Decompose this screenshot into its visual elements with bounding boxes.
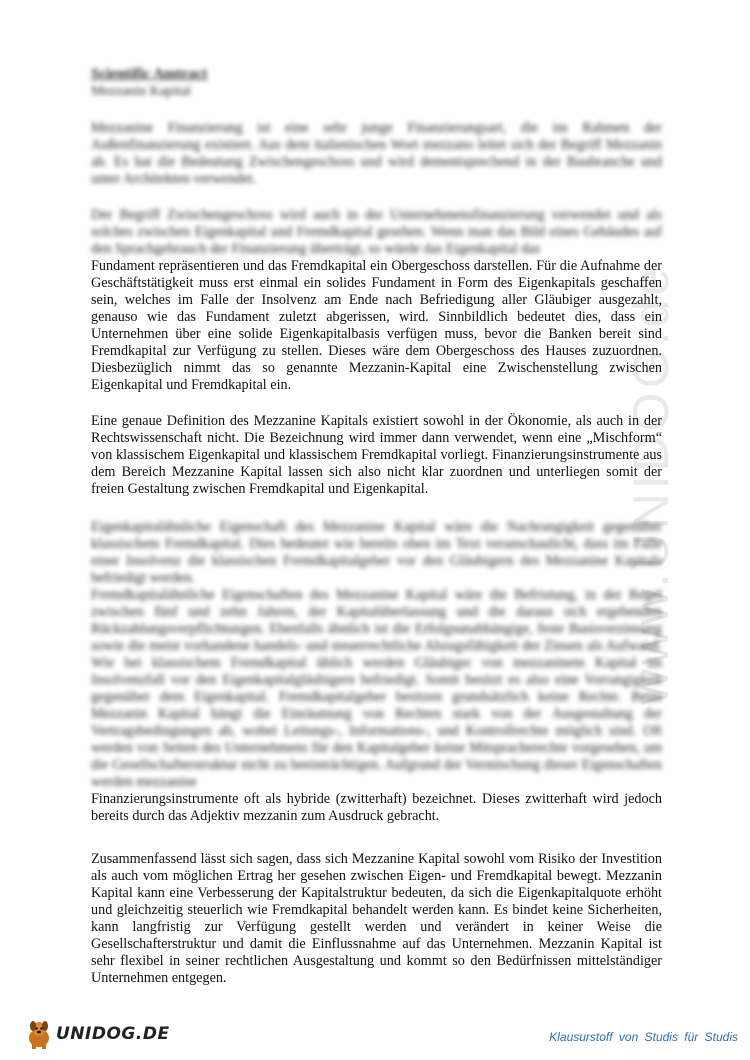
- logo-text: UNIDOG.DE: [56, 1024, 170, 1044]
- unidog-logo[interactable]: [24, 1016, 170, 1052]
- paragraph-5-text: Finanzierungsinstrumente oft als hybride (zwitterhaft) bezeichnet. Dieses zwitterhaft wird jedoch bereits durch das Adjektiv mezzanin zum Ausdruck gebracht.: [91, 791, 662, 824]
- paragraph-5-blurred: Fremdkapitalähnliche Eigenschaften des Mezzanine Kapital wäre die Befristung, in der Regel zwischen fünf und zehn Jahren, der Kapitalüberlassung und die daraus sich ergebenden Rückzahlungsverpflichtungen. Ebenfalls ähnlich ist die Erfolgsunabhängige, feste Basisverzinsung sowie die meist vorhandene handels- und steuerrechtliche Abzugsfähigkeit der Zinsen als Aufwand. Wie bei klassischem Fremdkapital üblich werden Gläubiger von mezzaninem Kapital im Insolvenzfall vor den Eigenkapitalgläubigern befriedigt. Somit besitzt es also eine Vorrangigkeit gegenüber dem Eigenkapital. Fremdkapitalgeber besitzen grundsätzlich keine Rechte. Beim Mezzanin Kapital hängt die Einräumung von Rechten stark von der Ausgestaltung der Vertragsbedingungen ab, wobei Leitungs-, Informations-, und Kontrollrechte möglich sind. Oft werden von Seiten des Unternehmens für den Kapitalgeber keine Mitspracherechte vorgesehen, um die Gesellschafterstruktur nicht zu beeinträchtigen. Aufgrund der Vermischung dieser Eigenschaften werden mezzanine: [91, 587, 662, 790]
- paragraph-2-text: Fundament repräsentieren und das Fremdkapital ein Obergeschoss darstellen. Für die Aufnahme der Geschäftstätigkeit muss erst einmal ein solides Fundament in Form des Eigenkapitals geschaffen sein, welches im Falle der Insolvenz am Ende nach Befriedigung aller Gläubiger ausgezahlt, genauso wie das Fundament zuletzt abgerissen, wird. Sinnbildlich bedeutet dies, dass ein Unternehmen über eine solide Eigenkapitalbasis verfügen muss, bevor die Banken bereit sind Fremdkapital zur Verfügung zu stellen. Dieses wäre dem Obergeschoss des Hauses zuzuordnen. Diesbezüglich nimmt das so genannte Mezzanin-Kapital eine Zwischenstellung zwischen Eigenkapital und Fremdkapital ein.: [91, 258, 662, 393]
- paragraph-2: [91, 207, 662, 394]
- watermark: www.UNIDOG.de: [623, 264, 679, 705]
- paragraph-2-blurred: Der Begriff Zwischengeschoss wird auch in der Unternehmensfinanzierung verwendet und als solches zwischen Eigenkapital und Fremdkapital gesehen. Wenn man das Bild eines Gebäudes auf den Sprachgebrauch der Finanzierung überträgt, so würde das Eigenkapital das: [91, 207, 662, 257]
- paragraph-3: Eine genaue Definition des Mezzanine Kapitals existiert sowohl in der Ökonomie, als auch in der Rechtswissenschaft nicht. Die Bezeichnung wird immer dann verwendet, wenn eine „Mischform“ von klassischem Eigenkapital und klassischem Fremdkapital vorliegt. Finanzierungsinstrumente aus dem Bereich Mezzanine Kapital lassen sich also nicht klar zuordnen und unterliegen somit der freien Gestaltung zwischen Fremdkapital und Eigenkapital.: [91, 413, 662, 497]
- dog-icon: [24, 1018, 54, 1050]
- paragraph-4: Eigenkapitalähnliche Eigenschaft des Mezzanine Kapital wäre die Nachrangigkeit gegenüber klassischem Fremdkapital. Dies bedeutet wie bereits oben im Text veranschaulicht, dass im Falle einer Insolvenz die klassischen Fremdkapitalgeber vor den Gläubigern des Mezzanine Kapitals befriedigt werden.: [91, 519, 662, 586]
- paragraph-5: [91, 587, 662, 825]
- document-title: Scientific Amtract: [91, 66, 208, 82]
- paragraph-6: Zusammenfassend lässt sich sagen, dass sich Mezzanine Kapital sowohl vom Risiko der Investition als auch vom möglichen Ertrag her gesehen zwischen Eigen- und Fremdkapital bewegt. Mezzanin Kapital kann eine Verbesserung der Kapitalstruktur bedeuten, da sich die Eigenkapitalquote erhöht und gleichzeitig steuerlich wie Fremdkapital behandelt werden kann. Es bindet keine Sicherheiten, kann langfristig zur Verfügung gestellt werden und verändert in keiner Weise die Gesellschafterstruktur und damit die Einflussnahme auf das Unternehmen. Mezzanin Kapital ist sehr flexibel in seiner rechtlichen Ausgestaltung und kommt so den Bedürfnissen mittelständiger Unternehmen entgegen.: [91, 851, 662, 986]
- document-subtitle: Mezzanin Kapital: [91, 84, 191, 99]
- footer-tagline: Klausurstoff von Studis für Studis: [549, 1030, 738, 1044]
- paragraph-1: Mezzanine Finanzierung ist eine sehr junge Finanzierungsart, die im Rahmen der Außenfinanzierung existiert. Aus dem italienischen Wort mezzano leitet sich der Begriff Mezzanin ab. Es hat die Bedeutung Zwischengeschoss und wird dementsprechend in der Baubranche und unter Architekten verwendet.: [91, 120, 662, 187]
